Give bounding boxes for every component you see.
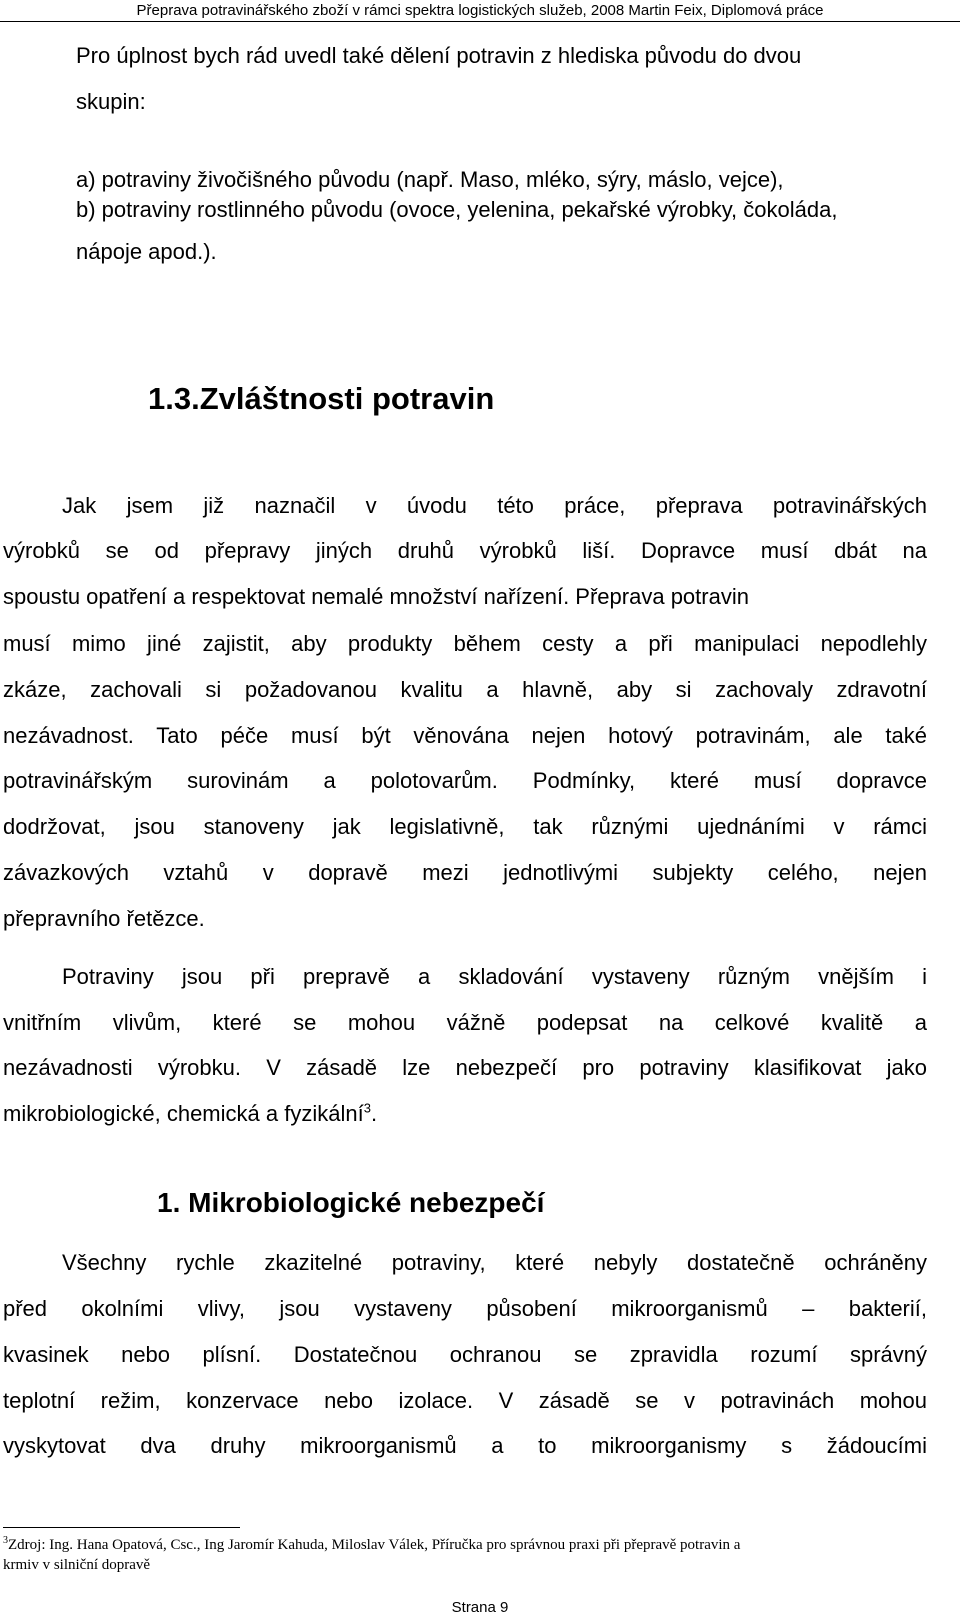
intro-line-2: skupin:: [76, 89, 146, 114]
section-p1-line: výrobků se od přepravy jiných druhů výrobků liší. Dopravce musí dbát na: [3, 538, 927, 563]
footnote-rule: [3, 1527, 240, 1528]
header-rule: [0, 21, 960, 22]
section-p1-line: potravinářským surovinám a polotovarům. Podmínky, které musí dopravce: [3, 768, 927, 793]
subsection-p1-line: vyskytovat dva druhy mikroorganismů a to mikroorganismy s žádoucími: [3, 1433, 927, 1458]
section-p2-line: Potraviny jsou při prepravě a skladování vystaveny různým vnějším i: [62, 964, 927, 989]
intro-item-b-cont: nápoje apod.).: [76, 239, 217, 264]
subsection-p1-line: kvasinek nebo plísní. Dostatečnou ochranou se zpravidla rozumí správný: [3, 1342, 927, 1367]
section-p1-line-last: přepravního řetězce.: [3, 906, 205, 931]
section-p1-line: musí mimo jiné zajistit, aby produkty během cesty a při manipulaci nepodlehly: [3, 631, 927, 656]
section-p1-line: zkáze, zachovali si požadovanou kvalitu a hlavně, aby si zachovaly zdravotní: [3, 677, 927, 702]
intro-line-1: Pro úplnost bych rád uvedl také dělení potravin z hlediska původu do dvou: [76, 43, 802, 68]
page-number: Strana 9: [451, 1599, 509, 1616]
running-header: Přeprava potravinářského zboží v rámci spektra logistických služeb, 2008 Martin Feix, Diplomová práce: [136, 2, 824, 19]
section-p1-line: dodržovat, jsou stanoveny jak legislativně, tak různými ujednáními v rámci: [3, 814, 927, 839]
section-p2-line-last: mikrobiologické, chemická a fyzikální$^3$.: [3, 1100, 378, 1126]
section-p1-line: spoustu opatření a respektovat nemalé množství nařízení. Přeprava potravin: [3, 584, 749, 609]
section-heading: 1.3.Zvláštnosti potravin: [148, 381, 495, 416]
section-p2-line: nezávadnosti výrobku. V zásadě lze nebezpečí pro potraviny klasifikovat jako: [3, 1055, 927, 1080]
footnote-mark: 3: [3, 1535, 8, 1546]
subsection-p1-line: před okolními vlivy, jsou vystaveny působení mikroorganismů – bakterií,: [3, 1296, 927, 1321]
section-p1-line: Jak jsem již naznačil v úvodu této práce, přeprava potravinářských: [62, 493, 927, 518]
footnote-line-2: krmiv v silniční dopravě: [3, 1557, 151, 1573]
subsection-p1-line: Všechny rychle zkazitelné potraviny, které nebyly dostatečně ochráněny: [62, 1250, 927, 1275]
intro-item-a: a) potraviny živočišného původu (např. Maso, mléko, sýry, máslo, vejce),: [76, 167, 784, 192]
subsection-p1-line: teplotní režim, konzervace nebo izolace. V zásadě se v potravinách mohou: [3, 1388, 927, 1413]
section-p1-line: závazkových vztahů v dopravě mezi jednotlivými subjekty celého, nejen: [3, 860, 927, 885]
subsection-heading: 1. Mikrobiologické nebezpečí: [157, 1187, 545, 1218]
footnote-ref: 3: [363, 1100, 371, 1116]
footnote-line-1: $^3$Zdroj: Ing. Hana Opatová, Csc., Ing Jaromír Kahuda, Miloslav Válek, Příručka pro správnou praxi při přepravě potravin a: [3, 1535, 741, 1553]
intro-item-b: b) potraviny rostlinného původu (ovoce, yelenina, pekařské výrobky, čokoláda,: [76, 197, 838, 222]
section-p2-line: vnitřním vlivům, které se mohou vážně podepsat na celkové kvalitě a: [3, 1010, 927, 1035]
section-p1-line: nezávadnost. Tato péče musí být věnována nejen hotový potravinám, ale také: [3, 723, 927, 748]
